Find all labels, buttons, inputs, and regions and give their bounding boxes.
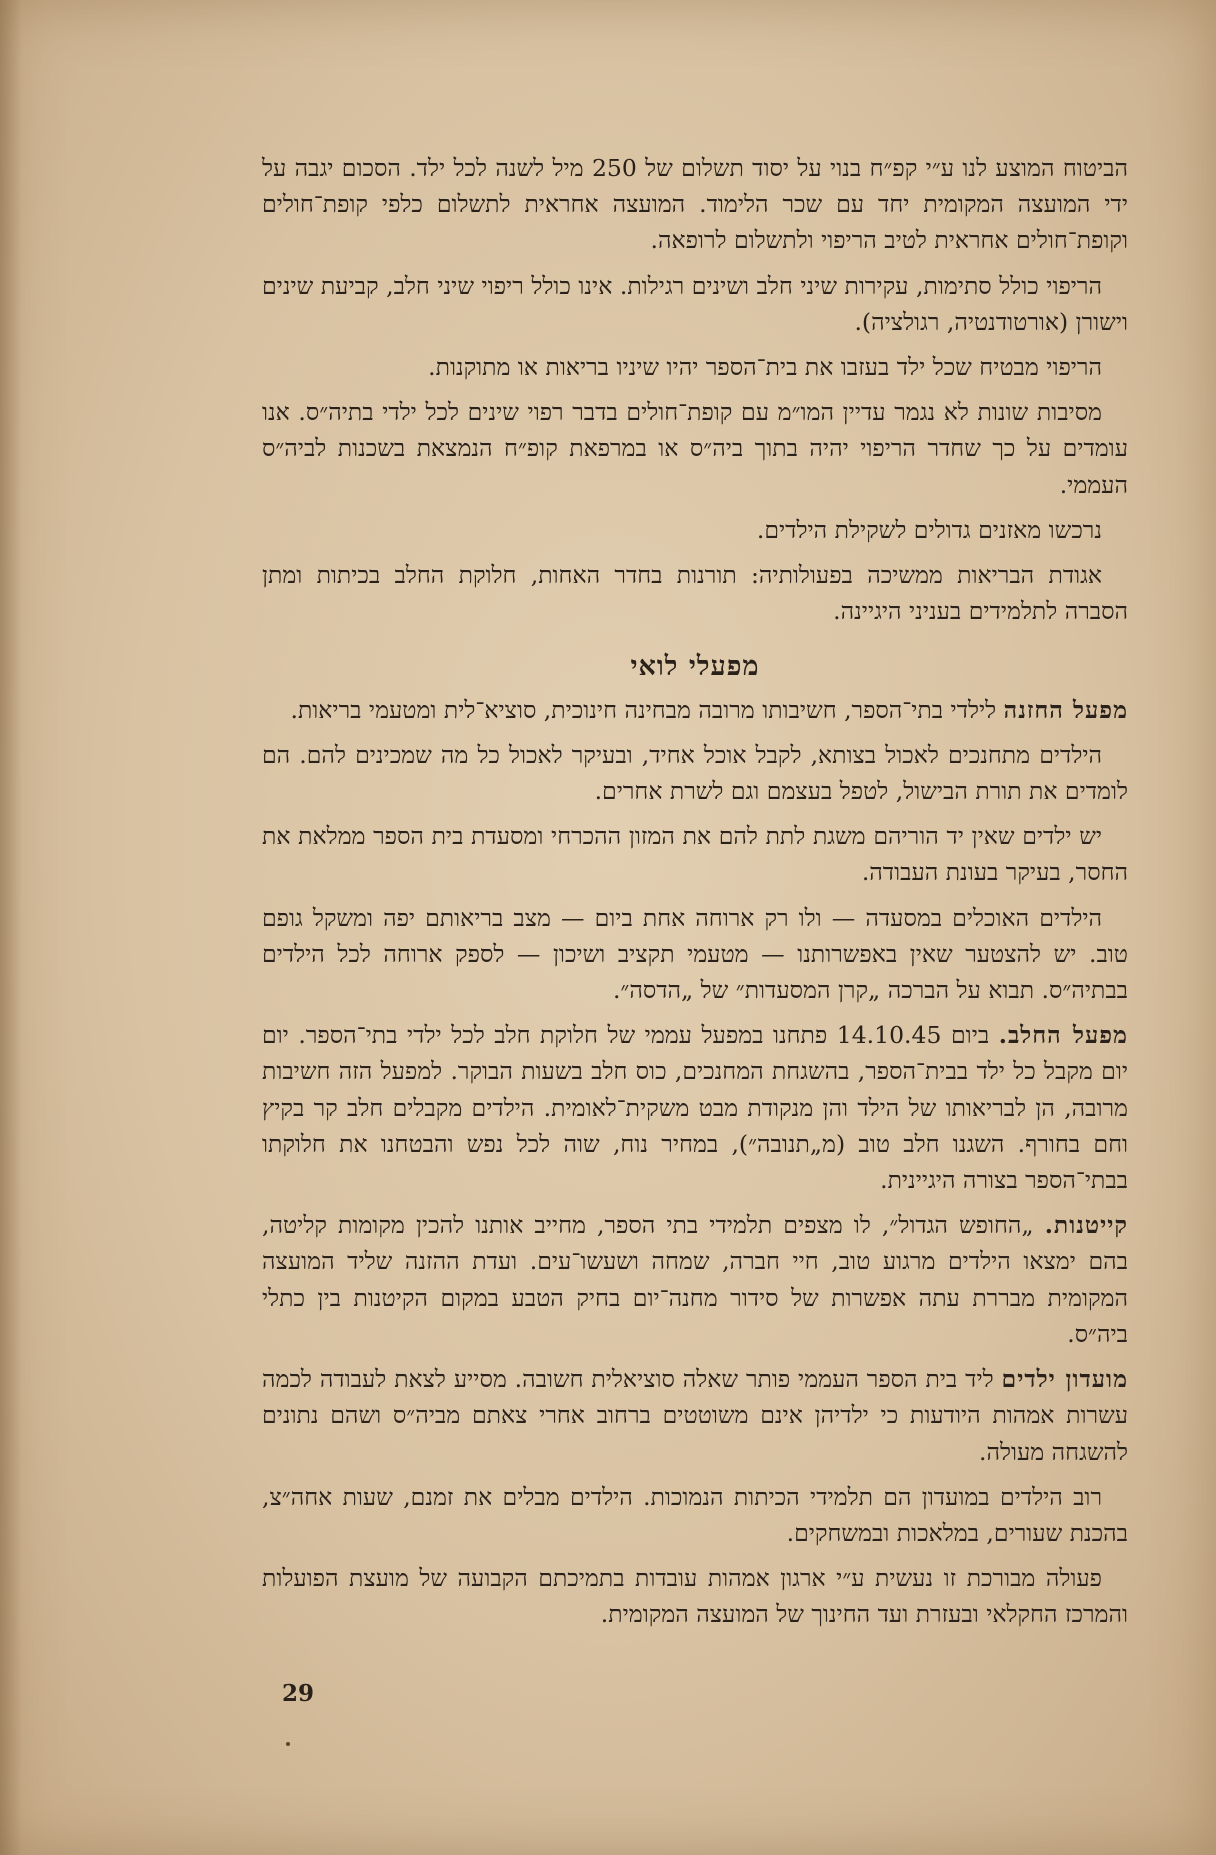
paragraph: רוב הילדים במועדון הם תלמידי הכיתות הנמוכות. הילדים מבלים את זמנם, שעות אחה״צ, בהכנת שעורים, במלאכות ובמשחקים.	[262, 1482, 1128, 1547]
paragraph: פעולה מבורכת זו נעשית ע״י ארגון אמהות עובדות בתמיכתם הקבועה של מועצת הפועלות והמרכז החקלאי ובעזרת ועד החינוך של המועצה המקומית.	[262, 1564, 1128, 1629]
paragraph-text: „החופש הגדול״, לו מצפים תלמידי בתי הספר, מחייב אותנו להכין מקומות קליטה, בהם ימצאו הילדים מרגוע טוב, חיי חברה, שמחה ושעשו־עים. ועדת ההזנה שליד המועצה המקומית מבררת עתה אפשרות של סידור מחנה־יום בחיק הטבע במקום הקיטנות בין כתלי ביה״ס.	[262, 1211, 1128, 1348]
paragraph-feeding	[262, 692, 1128, 728]
paragraph-text: לילדי בתי־הספר, חשיבותו מרובה מבחינה חינוכית, סוציא־לית ומטעמי בריאות.	[290, 695, 997, 724]
paragraph: יש ילדים שאין יד הוריהם משגת לתת להם את המזון ההכרחי ומסעדת בית הספר ממלאת את החסר, בעיקר בעונת העבודה.	[262, 822, 1128, 887]
paragraph-club	[262, 1361, 1128, 1470]
paragraph: הביטוח המוצע לנו ע״י קפ״ח בנוי על יסוד תשלום של 250 מיל לשנה לכל ילד. הסכום יגבה על ידי המועצה המקומית יחד עם שכר הלימוד. המועצה אחראית לתשלום כלפי קופת־חולים וקופת־חולים אחראית לטיב הריפוי ולתשלום לרופאה.	[262, 154, 1128, 255]
section-heading: מפעלי לואי	[630, 651, 760, 683]
page-number: 29	[282, 1680, 315, 1707]
paragraph: אגודת הבריאות ממשיכה בפעולותיה: תורנות בחדר האחות, חלוקת החלב בכיתות ומתן הסברה לתלמידים בעניני היגיינה.	[262, 561, 1128, 626]
paragraph-text: ליד בית הספר העממי פותר שאלה סוציאלית חשובה. מסייע לצאת לעבודה לכמה עשרות אמהות היודעות כי ילדיהן אינם משוטטים ברחוב אחרי צאתם מביה״ס ושהם נתונים להשגחה מעולה.	[262, 1365, 1128, 1466]
paragraph: הילדים האוכלים במסעדה — ולו רק ארוחה אחת ביום — מצב בריאותם יפה ומשקל גופם טוב. יש להצטער שאין באפשרותנו — מטעמי תקציב ושיכון — לספק ארוחה לכל הילדים בבתיה״ס. תבוא על הברכה „קרן המסעדות״ של „הדסה״.	[262, 903, 1128, 1005]
run-in-heading: מפעל החזנה	[1003, 695, 1128, 724]
paragraph-text: ביום 14.10.45 פתחנו במפעל עממי של חלוקת חלב לכל ילדי בתי־הספר. יום יום מקבל כל ילד בבית־הספר, בהשגחת המחנכים, כוס חלב בשעות הבוקר. למפעל הזה חשיבות מרובה, הן לבריאותו של הילד והן מנקודת מבט משקית־לאומית. הילדים מקבלים חלב קר בקיץ וחם בחורף. השגנו חלב טוב (מ„תנובה״), במחיר נוח, שוה לכל נפש והבטחנו את חלוקתו בבתי־הספר בצורה היגיינית.	[262, 1021, 1128, 1195]
run-in-heading: מועדון ילדים	[1001, 1365, 1128, 1394]
run-in-heading: קייטנות.	[1044, 1211, 1128, 1240]
run-in-heading: מפעל החלב.	[998, 1021, 1128, 1050]
ink-speck	[286, 1742, 290, 1746]
paragraph: מסיבות שונות לא נגמר עדיין המו״מ עם קופת־חולים בדבר רפוי שינים לכל ילדי בתיה״ס. אנו עומדים על כך שחדר הריפוי יהיה בתוך ביה״ס או במרפאת קופ״ח הנמצאת בשכנות לביה״ס העממי.	[262, 398, 1128, 499]
page-fold-shadow	[0, 0, 22, 1855]
paragraph: הילדים מתחנכים לאכול בצותא, לקבל אוכל אחיד, ובעיקר לאכול כל מה שמכינים להם. הם לומדים את תורת הבישול, לטפל בעצמם וגם לשרת אחרים.	[262, 740, 1128, 806]
paragraph: נרכשו מאזנים גדולים לשקילת הילדים.	[756, 515, 1102, 544]
paragraph: הריפוי מבטיח שכל ילד בעזבו את בית־הספר יהיו שיניו בריאות או מתוקנות.	[428, 353, 1102, 382]
paragraph-milk	[262, 1017, 1128, 1198]
paragraph-camps	[262, 1207, 1128, 1352]
body-text	[262, 150, 1128, 1642]
paragraph: הריפוי כולל סתימות, עקירות שיני חלב ושינים רגילות. אינו כולל ריפוי שיני חלב, קביעת שינים וישורן (אורטודנטיה, רגולציה).	[262, 271, 1128, 336]
